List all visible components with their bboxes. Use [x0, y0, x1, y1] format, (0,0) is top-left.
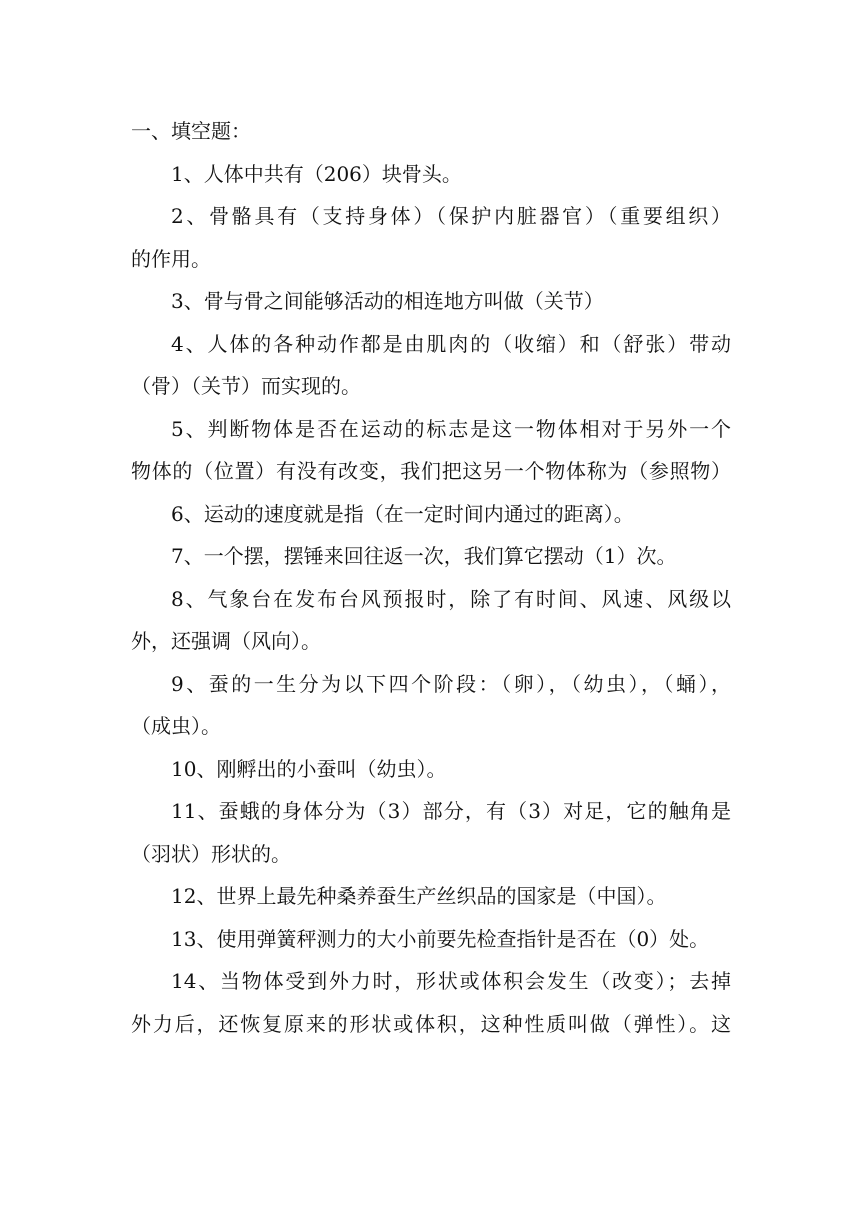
question-5-line-1: 5、判断物体是否在运动的标志是这一物体相对于另外一个 [171, 416, 731, 441]
question-10: 10、刚孵出的小蚕叫（幼虫）。 [171, 756, 447, 781]
question-7: 7、一个摆，摆锤来回往返一次，我们算它摆动（1）次。 [171, 544, 677, 568]
question-2-line-1: 2、骨骼具有（支持身体）（保护内脏器官）（重要组织） [171, 204, 731, 228]
question-8-line-1: 8、气象台在发布台风预报时，除了有时间、风速、风级以 [171, 586, 731, 611]
question-11-line-1: 11、蚕蛾的身体分为（3）部分，有（3）对足，它的触角是 [171, 799, 731, 823]
document-body [131, 110, 731, 1045]
question-14-line-1: 14、当物体受到外力时，形状或体积会发生（改变）；去掉 [171, 969, 731, 993]
question-9-line-2: （成虫）。 [131, 714, 221, 738]
question-12: 12、世界上最先种桑养蚕生产丝织品的国家是（中国）。 [171, 884, 667, 908]
question-5-line-2: 物体的（位置）有没有改变，我们把这另一个物体称为（参照物） [131, 459, 731, 483]
section-heading: 一、填空题： [131, 119, 251, 143]
question-1: 1、人体中共有（206）块骨头。 [171, 161, 462, 186]
question-13: 13、使用弹簧秤测力的大小前要先检查指针是否在（0）处。 [171, 926, 710, 951]
question-9-line-1: 9、蚕的一生分为以下四个阶段：（卵），（幼虫），（蛹）， [171, 671, 731, 696]
question-4-line-1: 4、人体的各种动作都是由肌肉的（收缩）和（舒张）带动 [171, 331, 731, 356]
question-2-line-2: 的作用。 [131, 246, 211, 271]
question-8-line-2: 外，还强调（风向）。 [131, 629, 321, 653]
question-3: 3、骨与骨之间能够活动的相连地方叫做（关节） [171, 289, 604, 313]
question-11-line-2: （羽状）形状的。 [131, 841, 291, 866]
question-6: 6、运动的速度就是指（在一定时间内通过的距离）。 [171, 501, 634, 526]
question-14-line-2: 外力后，还恢复原来的形状或体积，这种性质叫做（弹性）。这 [131, 1011, 731, 1036]
question-4-line-2: （骨）（关节）而实现的。 [131, 374, 361, 398]
